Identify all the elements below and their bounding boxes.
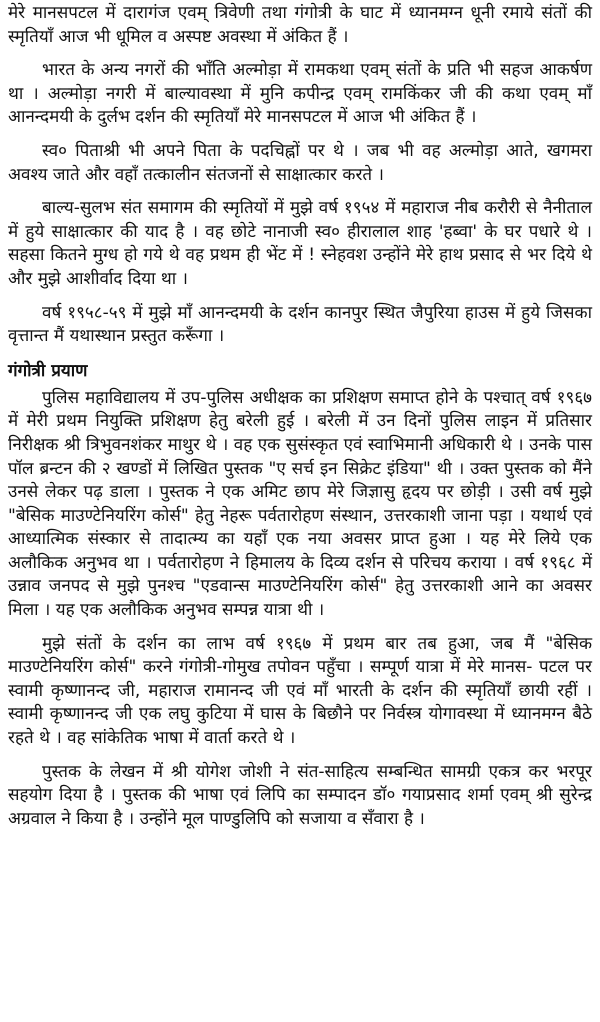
paragraph-almora-ramkatha: भारत के अन्य नगरों की भाँति अल्मोड़ा में रामकथा एवम् संतों के प्रति भी सहज आकर्षण था । अल्मोड़ा नगरी में बाल्यावस्था में मुनि कपीन्द्र एवम् रामकिंकर जी की कथा एवम् माँ आनन्दमयी के दुर्लभ दर्शन की स्मृतियाँ मेरे मानसपटल में आज भी अंकित हैं । xyxy=(8,60,592,128)
paragraph-police-training: पुलिस महाविद्यालय में उप-पुलिस अधीक्षक का प्रशिक्षण समाप्त होने के पश्चात् वर्ष १९६७ में मेरी प्रथम नियुक्ति प्रशिक्षण हेतु बरेली हुई । बरेली में उन दिनों पुलिस लाइन में प्रतिसार निरीक्षक श्री त्रिभुवनशंकर माथुर थे । वह एक सुसंस्कृत एवं स्वाभिमानी अधिकारी थे । उनके पास पॉल ब्रन्टन की २ खण्डों में लिखित पुस्तक "ए सर्च इन सिक्रेट इंडिया" थी । उक्त पुस्तक को मैंने उनसे लेकर पढ़ डाला । पुस्तक ने एक अमिट छाप मेरे जिज्ञासु हृदय पर छोड़ी । उसी वर्ष मुझे "बेसिक माउण्टेनियरिंग कोर्स" हेतु नेहरू पर्वतारोहण संस्थान, उत्तरकाशी जाना पड़ा । यथार्थ एवं आध्यात्मिक संस्कार से तादात्म्य का यहाँ एक नया अवसर प्राप्त हुआ । यह मेरे लिये एक अलौकिक अनुभव था । पर्वतारोहण ने हिमालय के दिव्य दर्शन से परिचय कराया । वर्ष १९६८ में उन्नाव जनपद से मुझे पुनश्च "एडवान्स माउण्टेनियरिंग कोर्स" हेतु उत्तरकाशी आने का अवसर मिला । यह एक अलौकिक अनुभव सम्पन्न यात्रा थी । xyxy=(8,387,592,621)
paragraph-acknowledgements: पुस्तक के लेखन में श्री योगेश जोशी ने संत-साहित्य सम्बन्धित सामग्री एकत्र कर भरपूर सहयोग दिया है । पुस्तक की भाषा एवं लिपि का सम्पादन डॉ० गयाप्रसाद शर्मा एवम् श्री सुरेन्द्र अग्रवाल ने किया है । उन्होंने मूल पाण्डुलिपि को सजाया व सँवारा है । xyxy=(8,761,592,829)
paragraph-anandamayi-kanpur: वर्ष १९५८-५९ में मुझे माँ आनन्दमयी के दर्शन कानपुर स्थित जैपुरिया हाउस में हुये जिसका वृत्तान्त मैं यथास्थान प्रस्तुत करूँगा । xyxy=(8,302,592,347)
paragraph-neeb-karori-meeting: बाल्य-सुलभ संत समागम की स्मृतियों में मुझे वर्ष १९५४ में महाराज नीब करौरी से नैनीताल में हुये साक्षात्कार की याद है । वह छोटे नानाजी स्व० हीरालाल शाह 'हब्वा' के घर पधारे थे । सहसा कितने मुग्ध हो गये थे वह प्रथम ही भेंट में ! स्नेहवश उन्होंने मेरे हाथ प्रसाद से भर दिये थे और मुझे आशीर्वाद दिया था । xyxy=(8,198,592,289)
paragraph-dharaganj-memories: मेरे मानसपटल में दारागंज एवम् त्रिवेणी तथा गंगोत्री के घाट में ध्यानमग्न धूनी रमाये संतों की स्मृतियाँ आज भी धूमिल व अस्पष्ट अवस्था में अंकित हैं । xyxy=(8,3,592,47)
paragraph-saints-darshan: मुझे संतों के दर्शन का लाभ वर्ष १९६७ में प्रथम बार तब हुआ, जब मैं "बेसिक माउण्टेनियरिंग कोर्स" करने गंगोत्री-गोमुख तपोवन पहुँचा । सम्पूर्ण यात्रा में मेरे मानस- पटल पर स्वामी कृष्णानन्द जी, महाराज रामानन्द जी एवं माँ भारती के दर्शन की स्मृतियाँ छायी रहीं । स्वामी कृष्णानन्द जी एक लघु कुटिया में घास के बिछौने पर निर्वस्त्र योगावस्था में ध्यानमग्न बैठे रहते थे । वह सांकेतिक भाषा में वार्ता करते थे । xyxy=(8,633,592,749)
paragraph-father-footsteps: स्व० पिताश्री भी अपने पिता के पदचिह्नों पर थे । जब भी वह अल्मोड़ा आते, खगमरा अवश्य जाते और वहाँ तत्कालीन संतजनों से साक्षात्कार करते । xyxy=(8,140,592,185)
section-heading: गंगोत्री प्रयाण xyxy=(8,360,88,381)
